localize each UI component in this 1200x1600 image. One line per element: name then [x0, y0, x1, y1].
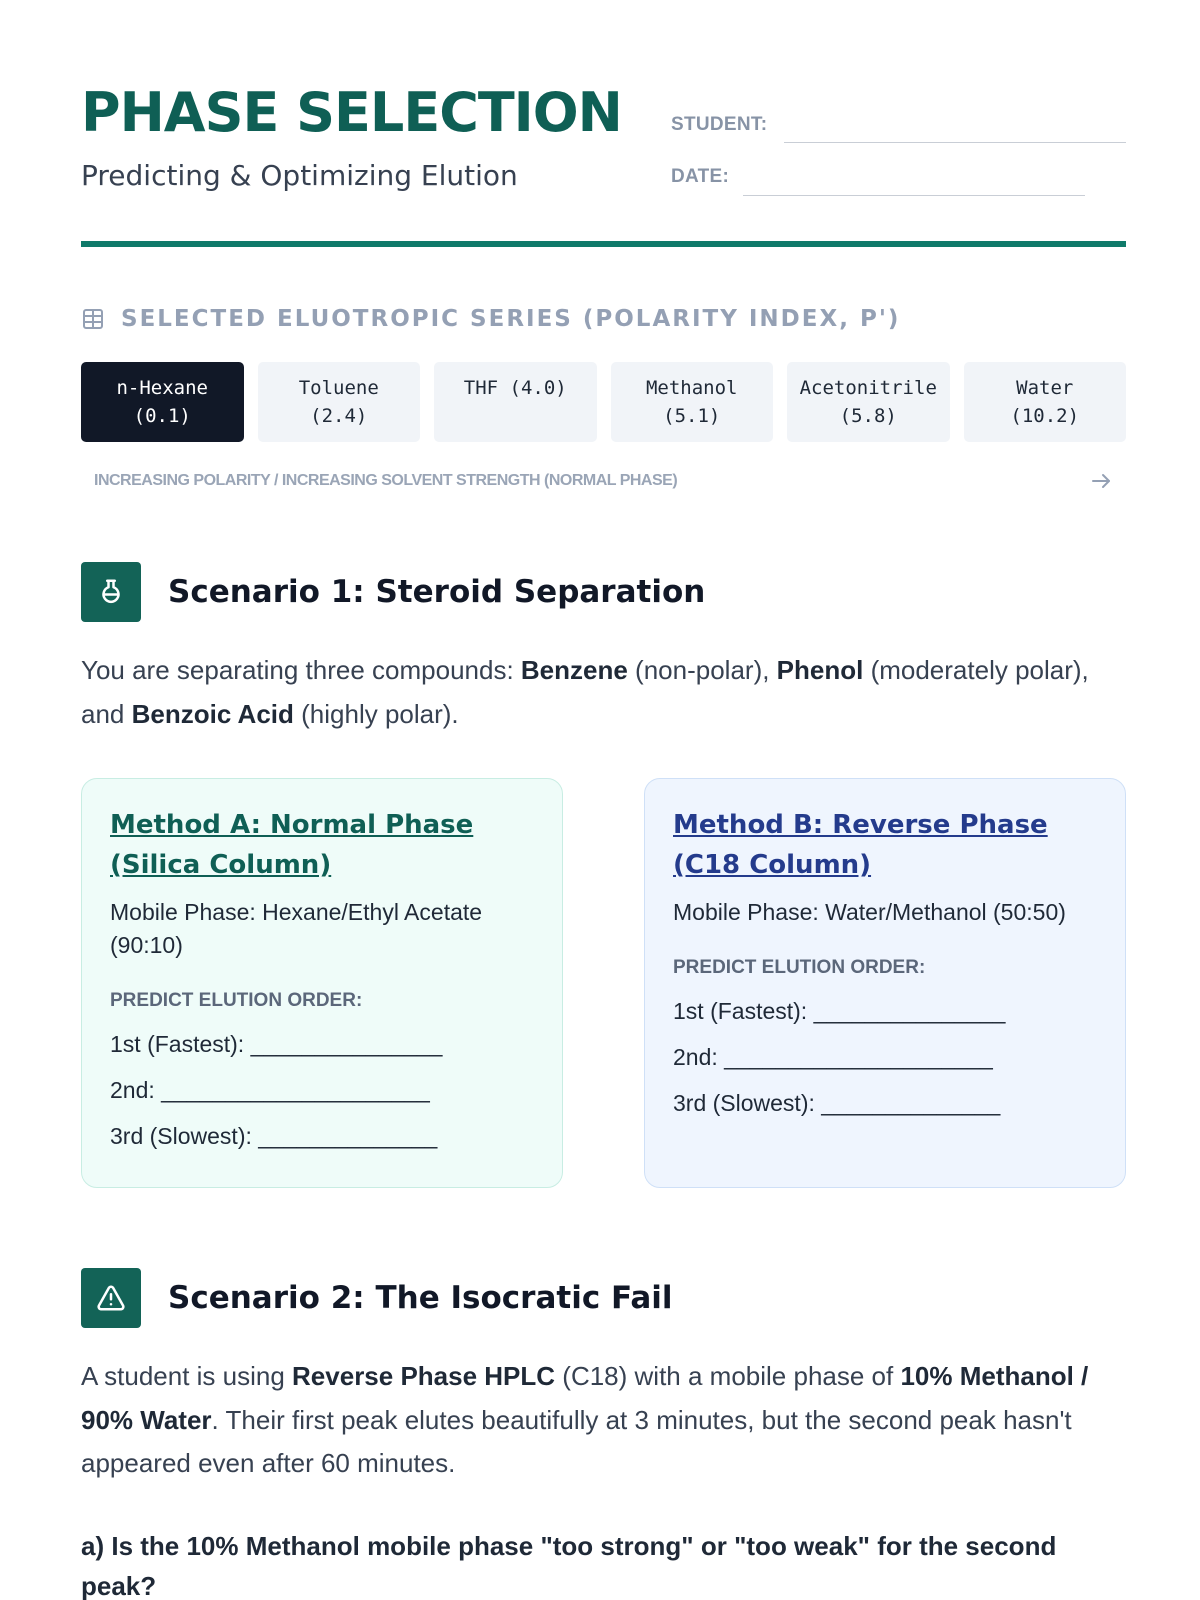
scenario2-question-a: a) Is the 10% Methanol mobile phase "too strong" or "too weak" for the second peak?: [81, 1531, 1057, 1600]
method-b-mobile-phase: Mobile Phase: Water/Methanol (50:50): [673, 899, 1066, 925]
solvent-series: [81, 362, 1126, 442]
warning-icon: [96, 1283, 126, 1313]
method-b-predict-label: PREDICT ELUTION ORDER:: [673, 957, 926, 978]
solvent-chip-methanol[interactable]: Methanol (5.1): [611, 362, 774, 442]
method-b-card: [644, 778, 1126, 1188]
method-b-answer-2[interactable]: 2nd: _____________________: [673, 1044, 993, 1070]
flask-icon: [96, 577, 126, 607]
scenario1-title: Scenario 1: Steroid Separation: [168, 574, 706, 610]
date-label: DATE:: [671, 166, 730, 187]
arrow-right-icon: [1089, 469, 1113, 493]
method-a-mobile-phase: Mobile Phase: Hexane/Ethyl Acetate (90:10): [110, 899, 483, 958]
student-label: STUDENT:: [671, 114, 768, 135]
table-icon: [81, 307, 105, 331]
date-field[interactable]: [743, 195, 1085, 196]
header-divider: [81, 241, 1126, 247]
page-subtitle: Predicting & Optimizing Elution: [81, 159, 518, 192]
scenario1-badge: [81, 562, 141, 622]
method-a-title[interactable]: Method A: Normal Phase (Silica Column): [110, 810, 474, 880]
solvent-chip-toluene[interactable]: Toluene (2.4): [258, 362, 421, 442]
method-b-title[interactable]: Method B: Reverse Phase (C18 Column): [673, 810, 1048, 880]
student-field[interactable]: [784, 142, 1126, 143]
scenario2-intro: A student is using Reverse Phase HPLC (C18) with a mobile phase of 10% Methanol / 90% Water. Their first peak elutes beautifully at 3 minutes, but the second peak hasn't appeared even after 60 minutes.: [81, 1361, 1089, 1478]
method-a-answer-3[interactable]: 3rd (Slowest): ______________: [110, 1123, 438, 1149]
series-title: SELECTED ELUOTROPIC SERIES (POLARITY INDEX, P'): [121, 306, 901, 332]
method-a-answer-2[interactable]: 2nd: _____________________: [110, 1077, 430, 1103]
scenario2-badge: [81, 1268, 141, 1328]
page-title: PHASE SELECTION: [81, 81, 622, 144]
series-heading: [81, 304, 900, 334]
solvent-chip-acetonitrile[interactable]: Acetonitrile (5.8): [787, 362, 950, 442]
scenario1-intro: You are separating three compounds: Benzene (non-polar), Phenol (moderately polar), and Benzoic Acid (highly polar).: [81, 655, 1089, 729]
scenario2-title: Scenario 2: The Isocratic Fail: [168, 1280, 673, 1316]
method-a-answer-1[interactable]: 1st (Fastest): _______________: [110, 1031, 443, 1057]
solvent-chip-water[interactable]: Water (10.2): [964, 362, 1127, 442]
worksheet-page: [81, 0, 1126, 1600]
method-b-answer-3[interactable]: 3rd (Slowest): ______________: [673, 1090, 1001, 1116]
method-a-predict-label: PREDICT ELUTION ORDER:: [110, 990, 363, 1011]
method-b-answer-1[interactable]: 1st (Fastest): _______________: [673, 998, 1006, 1024]
solvent-chip-hexane[interactable]: n-Hexane (0.1): [81, 362, 244, 442]
series-note: INCREASING POLARITY / INCREASING SOLVENT STRENGTH (NORMAL PHASE): [94, 472, 678, 489]
method-a-card: [81, 778, 563, 1188]
solvent-chip-thf[interactable]: THF (4.0): [434, 362, 597, 442]
